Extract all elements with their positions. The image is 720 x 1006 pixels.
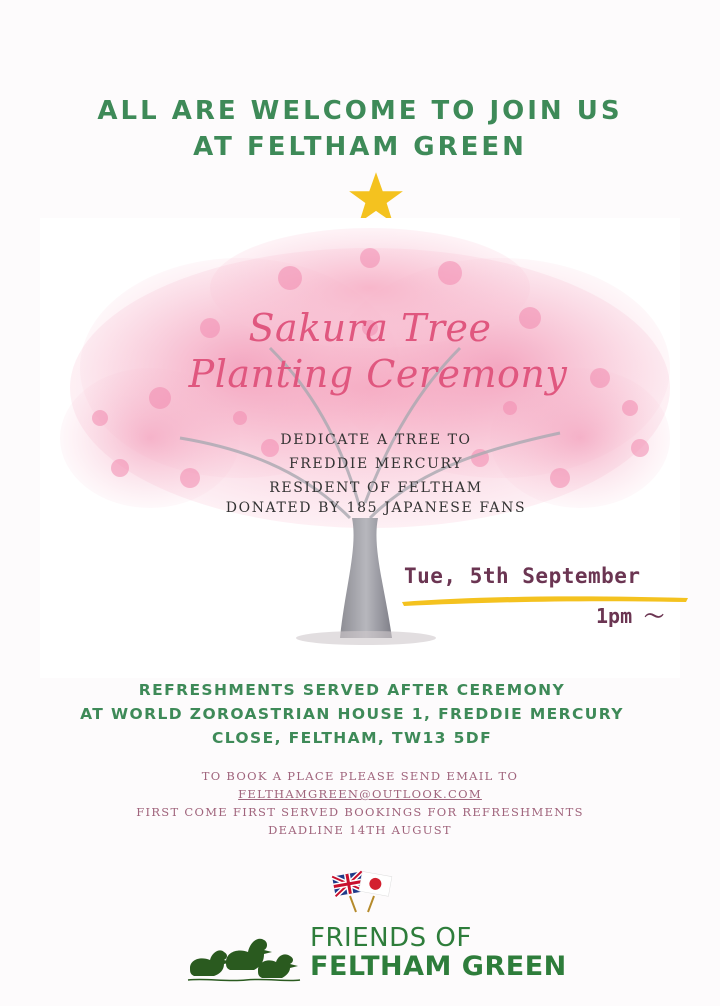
- crossed-flags-icon: [330, 866, 394, 914]
- logo-text-line-1: FRIENDS OF: [310, 923, 472, 953]
- dedication-line-2: FREDDIE MERCURY: [288, 456, 464, 472]
- logo-text-line-2: FELTHAM GREEN: [310, 951, 567, 982]
- booking-deadline: DEADLINE 14TH AUGUST: [268, 823, 452, 837]
- event-date: Tue, 5th September: [404, 564, 641, 588]
- ceremony-title-line-1: Sakura Tree: [248, 306, 492, 350]
- booking-note: FIRST COME FIRST SERVED BOOKINGS FOR REFRESHMENTS: [136, 805, 584, 819]
- dedication-line-3: RESIDENT OF FELTHAM: [269, 480, 483, 496]
- headline-line-2: AT FELTHAM GREEN: [193, 132, 527, 162]
- dedication-line-4: DONATED BY 185 JAPANESE FANS: [225, 500, 527, 516]
- venue-line-2: AT WORLD ZOROASTRIAN HOUSE 1, FREDDIE MERCURY: [80, 705, 624, 723]
- booking-email-link[interactable]: FELTHAMGREEN@OUTLOOK.COM: [238, 787, 482, 801]
- dedication-line-1: DEDICATE A TREE TO: [280, 432, 472, 448]
- ceremony-title-line-2: Planting Ceremony: [188, 352, 568, 396]
- event-time: 1pm ～: [596, 604, 665, 628]
- headline-line-1: ALL ARE WELCOME TO JOIN US: [97, 96, 623, 126]
- duck-icon: [186, 924, 302, 984]
- venue-line-1: REFRESHMENTS SERVED AFTER CEREMONY: [138, 681, 566, 699]
- venue-line-3: CLOSE, FELTHAM, TW13 5DF: [211, 729, 493, 747]
- booking-instruction: TO BOOK A PLACE PLEASE SEND EMAIL TO: [201, 769, 519, 783]
